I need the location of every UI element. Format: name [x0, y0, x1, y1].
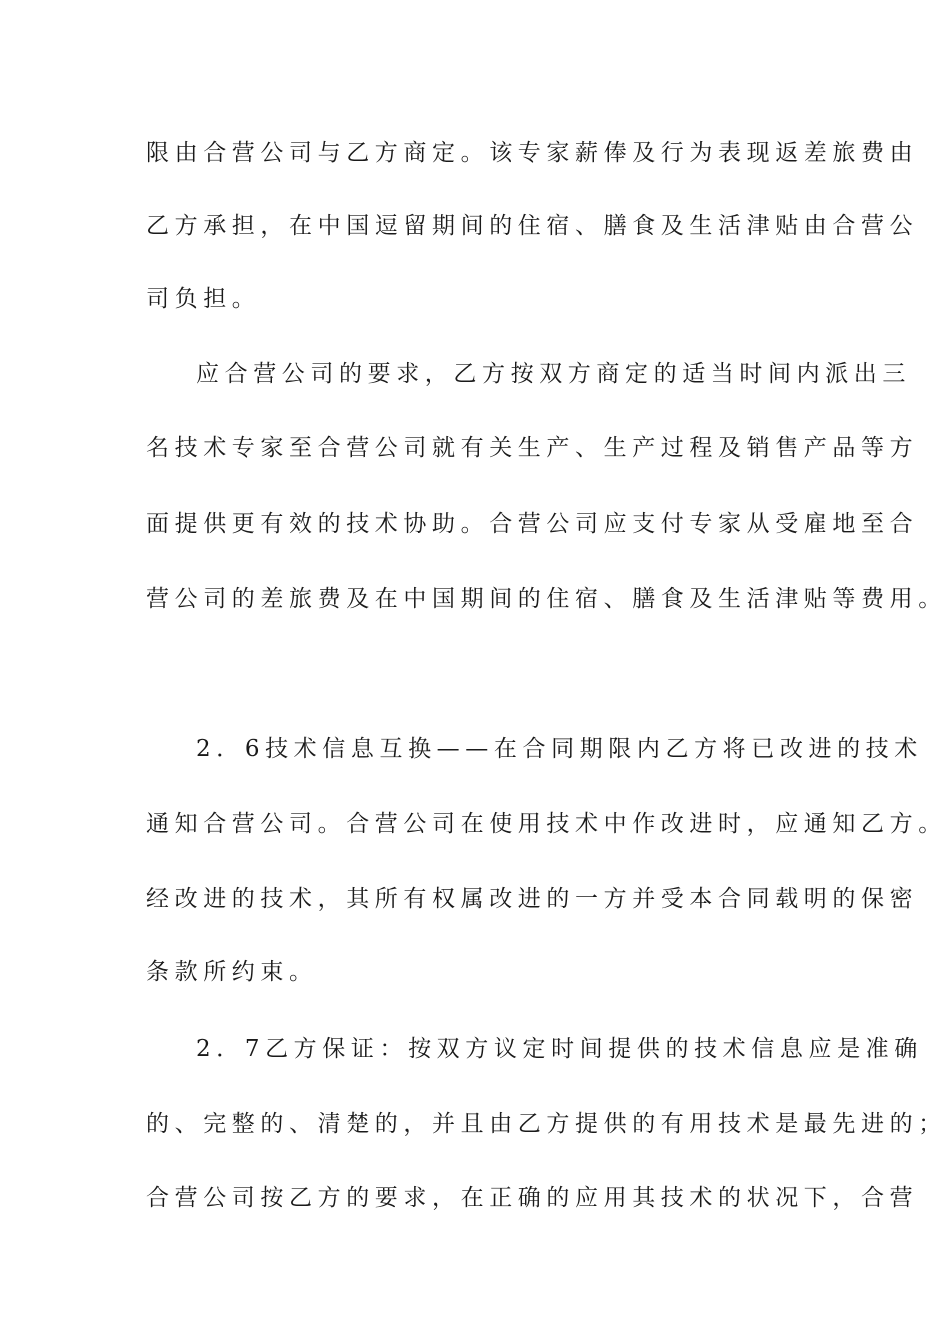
paragraph-1-line-3: 司负担。: [146, 286, 261, 312]
paragraph-2-line-3: 面提供更有效的技术协助。合营公司应支付专家从受雇地至合: [146, 511, 919, 537]
paragraph-4-line-3: 合营公司按乙方的要求，在正确的应用其技术的状况下，合营: [146, 1185, 919, 1211]
paragraph-2-line-2: 名技术专家至合营公司就有关生产、生产过程及销售产品等方: [146, 435, 919, 461]
paragraph-2-line-1: 应合营公司的要求，乙方按双方商定的适当时间内派出三: [196, 361, 911, 387]
paragraph-3-line-1: 2．6技术信息互换——在合同期限内乙方将已改进的技术: [196, 736, 923, 762]
paragraph-4-line-1: 2．7乙方保证：按双方议定时间提供的技术信息应是准确: [196, 1036, 923, 1062]
paragraph-3-line-3: 经改进的技术，其所有权属改进的一方并受本合同载明的保密: [146, 886, 919, 912]
paragraph-3-line-2: 通知合营公司。合营公司在使用技术中作改进时，应通知乙方。: [146, 811, 947, 837]
paragraph-3-line-4: 条款所约束。: [146, 959, 318, 985]
paragraph-2-line-4: 营公司的差旅费及在中国期间的住宿、膳食及生活津贴等费用。: [146, 586, 947, 612]
paragraph-4-line-2: 的、完整的、清楚的，并且由乙方提供的有用技术是最先进的；: [146, 1111, 947, 1137]
paragraph-1-line-1: 限由合营公司与乙方商定。该专家薪俸及行为表现返差旅费由: [146, 140, 919, 166]
paragraph-1-line-2: 乙方承担，在中国逗留期间的住宿、膳食及生活津贴由合营公: [146, 213, 919, 239]
